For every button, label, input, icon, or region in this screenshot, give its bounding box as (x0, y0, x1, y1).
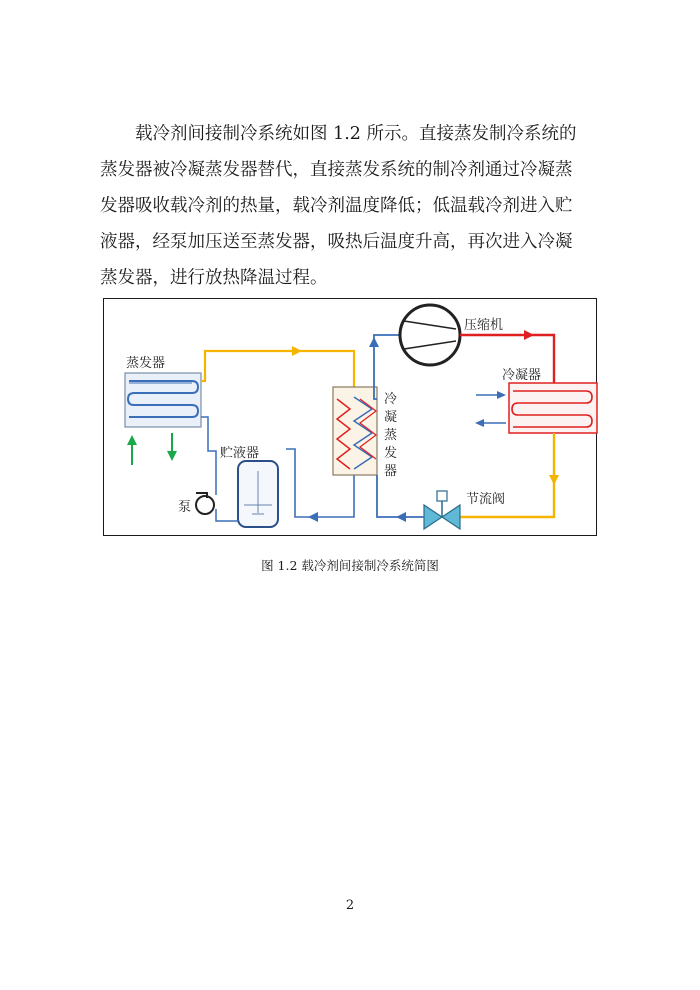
compressor-icon (400, 305, 460, 365)
body-paragraph (100, 116, 620, 296)
flow-arrow-icon (308, 512, 318, 522)
compressor-label: 压缩机 (464, 318, 504, 333)
down-arrow-icon (167, 433, 177, 461)
condensing-evaporator-label-char: 凝 (384, 410, 398, 425)
condensing-evaporator-label-char: 蒸 (384, 428, 398, 443)
pump-icon (196, 493, 214, 514)
figure-caption: 图 1.2 载冷剂间接制冷系统简图 (261, 558, 439, 573)
paragraph-line: 蒸发器，进行放热降温过程。 (100, 268, 328, 288)
condensing-evaporator-label-char: 冷 (384, 392, 398, 407)
receiver-label: 贮液器 (220, 446, 260, 461)
paragraph-line: 发器吸收载冷剂的热量，载冷剂温度降低；低温载冷剂进入贮 (100, 196, 573, 216)
flow-arrow-icon (549, 475, 559, 485)
pump-label: 泵 (178, 500, 192, 515)
flow-arrow-icon (292, 346, 302, 356)
condenser (509, 383, 597, 433)
diagram-canvas (104, 299, 598, 537)
throttle-valve-label: 节流阀 (466, 492, 506, 507)
condensing-evaporator (333, 387, 377, 475)
condensing-evaporator-label-char: 发 (384, 446, 398, 461)
page-number: 2 (345, 898, 355, 913)
evaporator-label: 蒸发器 (126, 356, 166, 371)
receiver-tank (238, 461, 278, 527)
up-arrow-icon (127, 435, 137, 465)
evaporator (125, 373, 201, 427)
throttle-valve-icon (424, 491, 460, 529)
paragraph-line: 蒸发器被冷凝蒸发器替代，直接蒸发系统的制冷剂通过冷凝蒸 (100, 160, 573, 180)
paragraph-line: 载冷剂间接制冷系统如图 1.2 所示。直接蒸发制冷系统的 (135, 124, 577, 144)
condensing-evaporator-label-char: 器 (384, 464, 398, 479)
refrigeration-diagram (103, 298, 597, 536)
paragraph-line: 液器，经泵加压送至蒸发器，吸热后温度升高，再次进入冷凝 (100, 232, 573, 252)
condenser-label: 冷凝器 (502, 368, 542, 383)
flow-arrow-icon (369, 337, 379, 347)
flow-arrow-icon (396, 512, 406, 522)
flow-arrow-icon (475, 419, 484, 427)
flow-arrow-icon (497, 391, 506, 399)
flow-arrow-icon (524, 330, 534, 340)
